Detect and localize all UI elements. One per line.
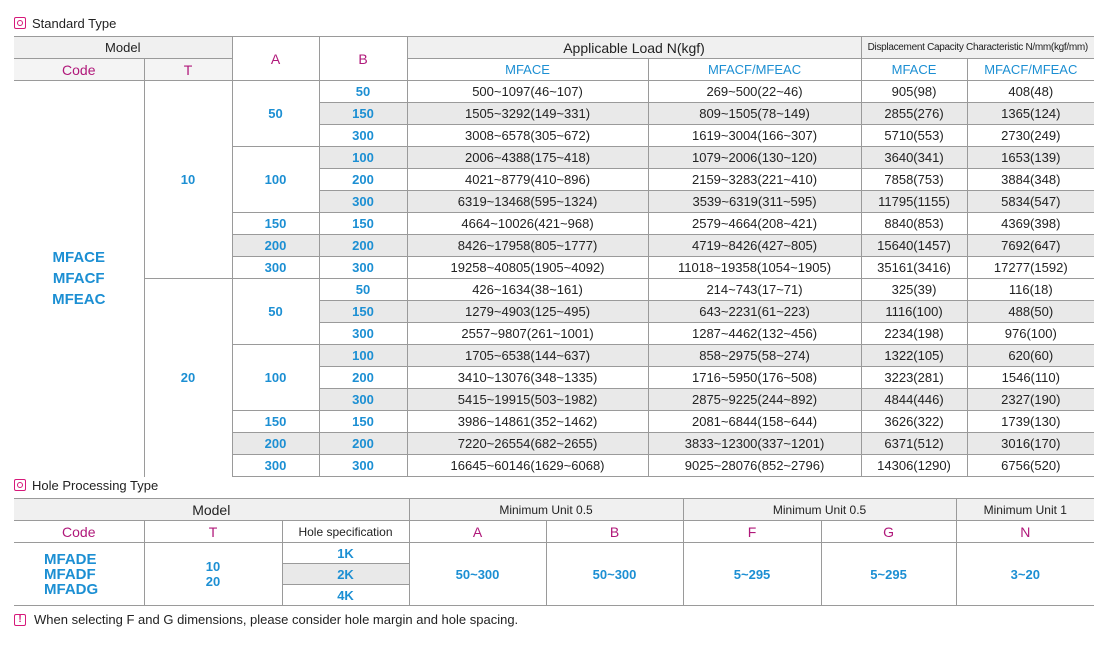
disp-mface-value: 3640(341)	[861, 147, 967, 169]
disp-mface-value: 905(98)	[861, 81, 967, 103]
load-mface-value: 500~1097(46~107)	[407, 81, 648, 103]
hp-t-header: T	[144, 521, 282, 543]
b-value: 300	[319, 455, 407, 477]
load-mfacf-value: 1079~2006(130~120)	[648, 147, 861, 169]
disp-mface-value: 325(39)	[861, 279, 967, 301]
section-marker-icon	[14, 479, 26, 491]
disp-mface-value: 3626(322)	[861, 411, 967, 433]
b-value: 200	[319, 235, 407, 257]
displacement-header: Displacement Capacity Characteristic N/mm(kgf/mm)	[861, 37, 1094, 59]
a-value: 50	[232, 279, 319, 345]
hp-min-unit-n-header: Minimum Unit 1	[956, 499, 1094, 521]
disp-mface-header: MFACE	[861, 59, 967, 81]
a-value: 150	[232, 411, 319, 433]
hp-f-header: F	[683, 521, 821, 543]
hp-hole-spec: 4K	[282, 585, 409, 606]
hole-processing-table	[14, 498, 1094, 606]
b-header: B	[319, 37, 407, 81]
load-mface-value: 16645~60146(1629~6068)	[407, 455, 648, 477]
hp-n-range: 3~20	[956, 543, 1094, 606]
load-mfacf-value: 2579~4664(208~421)	[648, 213, 861, 235]
load-mface-value: 2006~4388(175~418)	[407, 147, 648, 169]
load-mface-value: 2557~9807(261~1001)	[407, 323, 648, 345]
disp-mface-value: 8840(853)	[861, 213, 967, 235]
b-value: 200	[319, 433, 407, 455]
disp-mfacf-value: 2730(249)	[967, 125, 1094, 147]
disp-mfacf-value: 488(50)	[967, 301, 1094, 323]
note-text: When selecting F and G dimensions, please consider hole margin and hole spacing.	[34, 612, 519, 627]
load-mfacf-header: MFACF/MFEAC	[648, 59, 861, 81]
disp-mfacf-value: 1546(110)	[967, 367, 1094, 389]
load-mface-value: 4664~10026(421~968)	[407, 213, 648, 235]
disp-mfacf-value: 116(18)	[967, 279, 1094, 301]
load-mface-value: 19258~40805(1905~4092)	[407, 257, 648, 279]
load-mfacf-value: 643~2231(61~223)	[648, 301, 861, 323]
load-mfacf-value: 4719~8426(427~805)	[648, 235, 861, 257]
hp-code-header: Code	[14, 521, 144, 543]
hole-processing-heading	[14, 477, 158, 493]
load-mface-header: MFACE	[407, 59, 648, 81]
load-mfacf-value: 2159~3283(221~410)	[648, 169, 861, 191]
applicable-load-header: Applicable Load N(kgf)	[407, 37, 861, 59]
b-value: 100	[319, 345, 407, 367]
load-mfacf-value: 9025~28076(852~2796)	[648, 455, 861, 477]
b-value: 150	[319, 213, 407, 235]
load-mfacf-value: 809~1505(78~149)	[648, 103, 861, 125]
disp-mfacf-value: 4369(398)	[967, 213, 1094, 235]
t-value: 20	[144, 279, 232, 477]
hp-hole-spec-header: Hole specification	[282, 521, 409, 543]
a-value: 50	[232, 81, 319, 147]
load-mfacf-value: 214~743(17~71)	[648, 279, 861, 301]
b-value: 50	[319, 279, 407, 301]
disp-mfacf-value: 17277(1592)	[967, 257, 1094, 279]
disp-mfacf-value: 5834(547)	[967, 191, 1094, 213]
a-value: 300	[232, 257, 319, 279]
load-mface-value: 1279~4903(125~495)	[407, 301, 648, 323]
code-header: Code	[14, 59, 144, 81]
disp-mfacf-value: 3884(348)	[967, 169, 1094, 191]
a-value: 300	[232, 455, 319, 477]
hp-model-header: Model	[14, 499, 409, 521]
b-value: 150	[319, 411, 407, 433]
hp-t-list	[144, 543, 282, 606]
load-mface-value: 3410~13076(348~1335)	[407, 367, 648, 389]
b-value: 300	[319, 323, 407, 345]
disp-mface-value: 2234(198)	[861, 323, 967, 345]
disp-mface-value: 1116(100)	[861, 301, 967, 323]
hp-a-range: 50~300	[409, 543, 546, 606]
load-mfacf-value: 3539~6319(311~595)	[648, 191, 861, 213]
hp-code: MFADF	[44, 565, 96, 583]
b-value: 50	[319, 81, 407, 103]
disp-mface-value: 14306(1290)	[861, 455, 967, 477]
disp-mfacf-value: 1365(124)	[967, 103, 1094, 125]
load-mfacf-value: 269~500(22~46)	[648, 81, 861, 103]
b-value: 300	[319, 257, 407, 279]
b-value: 200	[319, 169, 407, 191]
hp-b-range: 50~300	[546, 543, 683, 606]
load-mfacf-value: 2081~6844(158~644)	[648, 411, 861, 433]
a-value: 200	[232, 235, 319, 257]
b-value: 300	[319, 125, 407, 147]
disp-mfacf-value: 620(60)	[967, 345, 1094, 367]
hp-min-unit-fg-header: Minimum Unit 0.5	[683, 499, 956, 521]
disp-mface-value: 5710(553)	[861, 125, 967, 147]
a-header: A	[232, 37, 319, 81]
b-value: 100	[319, 147, 407, 169]
hp-b-header: B	[546, 521, 683, 543]
disp-mface-value: 15640(1457)	[861, 235, 967, 257]
load-mfacf-value: 2875~9225(244~892)	[648, 389, 861, 411]
hp-g-range: 5~295	[821, 543, 956, 606]
b-value: 300	[319, 389, 407, 411]
b-value: 150	[319, 301, 407, 323]
disp-mfacf-value: 1739(130)	[967, 411, 1094, 433]
section-marker-icon	[14, 17, 26, 29]
model-code: MFEAC	[52, 291, 106, 309]
hp-f-range: 5~295	[683, 543, 821, 606]
disp-mface-value: 6371(512)	[861, 433, 967, 455]
load-mface-value: 1505~3292(149~331)	[407, 103, 648, 125]
disp-mface-value: 35161(3416)	[861, 257, 967, 279]
hp-hole-spec: 2K	[282, 564, 409, 585]
disp-mface-value: 7858(753)	[861, 169, 967, 191]
b-value: 200	[319, 367, 407, 389]
load-mface-value: 1705~6538(144~637)	[407, 345, 648, 367]
selection-note	[14, 612, 518, 627]
hp-t-value: 10	[205, 559, 221, 574]
model-header: Model	[14, 37, 232, 59]
load-mface-value: 5415~19915(503~1982)	[407, 389, 648, 411]
hp-hole-spec: 1K	[282, 543, 409, 564]
disp-mfacf-value: 2327(190)	[967, 389, 1094, 411]
load-mfacf-value: 1287~4462(132~456)	[648, 323, 861, 345]
hp-t-value: 20	[205, 574, 221, 589]
standard-table-row	[14, 81, 1094, 103]
hp-a-header: A	[409, 521, 546, 543]
load-mfacf-value: 3833~12300(337~1201)	[648, 433, 861, 455]
load-mface-value: 7220~26554(682~2655)	[407, 433, 648, 455]
model-code: MFACE	[52, 249, 105, 267]
load-mface-value: 3986~14861(352~1462)	[407, 411, 648, 433]
load-mface-value: 6319~13468(595~1324)	[407, 191, 648, 213]
hp-code: MFADG	[44, 580, 99, 598]
a-value: 200	[232, 433, 319, 455]
standard-type-heading	[14, 15, 116, 31]
disp-mface-value: 2855(276)	[861, 103, 967, 125]
hp-code-list	[14, 543, 144, 606]
standard-type-table	[14, 36, 1094, 477]
load-mface-value: 4021~8779(410~896)	[407, 169, 648, 191]
load-mfacf-value: 11018~19358(1054~1905)	[648, 257, 861, 279]
a-value: 100	[232, 147, 319, 213]
disp-mface-value: 3223(281)	[861, 367, 967, 389]
disp-mfacf-header: MFACF/MFEAC	[967, 59, 1094, 81]
a-value: 100	[232, 345, 319, 411]
disp-mfacf-value: 976(100)	[967, 323, 1094, 345]
disp-mfacf-value: 7692(647)	[967, 235, 1094, 257]
t-header: T	[144, 59, 232, 81]
hp-g-header: G	[821, 521, 956, 543]
hp-min-unit-ab-header: Minimum Unit 0.5	[409, 499, 683, 521]
load-mface-value: 426~1634(38~161)	[407, 279, 648, 301]
load-mface-value: 8426~17958(805~1777)	[407, 235, 648, 257]
disp-mface-value: 11795(1155)	[861, 191, 967, 213]
standard-table-row	[14, 279, 1094, 301]
exclamation-icon: !	[14, 614, 26, 626]
disp-mface-value: 1322(105)	[861, 345, 967, 367]
disp-mfacf-value: 3016(170)	[967, 433, 1094, 455]
hole-processing-title: Hole Processing Type	[32, 477, 159, 493]
model-code-list	[14, 81, 144, 477]
b-value: 150	[319, 103, 407, 125]
load-mfacf-value: 1716~5950(176~508)	[648, 367, 861, 389]
disp-mfacf-value: 6756(520)	[967, 455, 1094, 477]
a-value: 150	[232, 213, 319, 235]
hp-n-header: N	[956, 521, 1094, 543]
b-value: 300	[319, 191, 407, 213]
model-code: MFACF	[52, 270, 105, 288]
hp-code: MFADE	[44, 550, 97, 568]
disp-mfacf-value: 1653(139)	[967, 147, 1094, 169]
standard-type-title: Standard Type	[32, 15, 117, 31]
disp-mfacf-value: 408(48)	[967, 81, 1094, 103]
load-mface-value: 3008~6578(305~672)	[407, 125, 648, 147]
disp-mface-value: 4844(446)	[861, 389, 967, 411]
load-mfacf-value: 858~2975(58~274)	[648, 345, 861, 367]
load-mfacf-value: 1619~3004(166~307)	[648, 125, 861, 147]
t-value: 10	[144, 81, 232, 279]
